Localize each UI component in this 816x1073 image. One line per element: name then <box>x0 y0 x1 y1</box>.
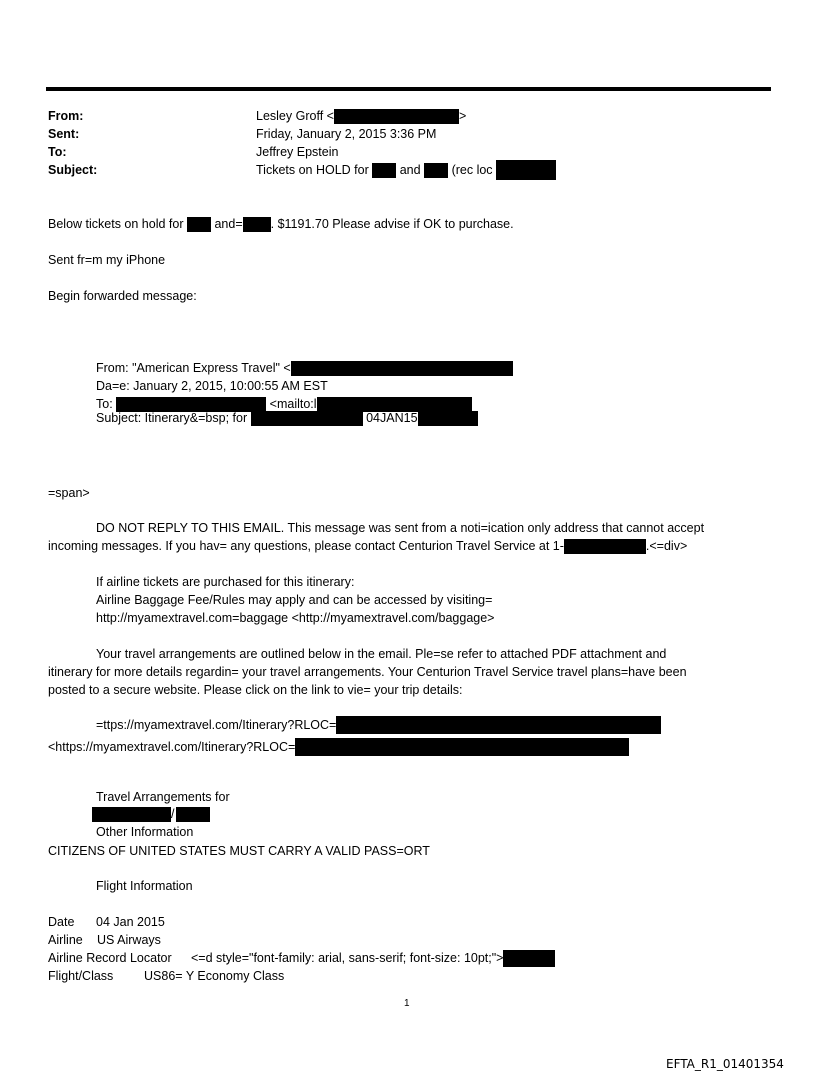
noreply-line2a: incoming messages. If you hav= any questions, please contact Centurion Travel Service at 1- <box>48 539 564 553</box>
from-name: Lesley Groff < <box>256 109 334 123</box>
subject-part1: Tickets on HOLD for <box>256 163 369 177</box>
body-line1 <box>48 217 514 232</box>
fwd-date: Da=e: January 2, 2015, 10:00:55 AM EST <box>96 379 328 393</box>
noreply-line2b: .<=div> <box>645 539 688 553</box>
arrangements-line1: Your travel arrangements are outlined below in the email. Ple=se refer to attached PDF attachment and <box>96 647 667 661</box>
redaction <box>424 163 448 178</box>
flight-class-label: Flight/Class <box>48 969 114 983</box>
redaction <box>334 109 459 124</box>
noreply-line2 <box>48 539 687 554</box>
travel-arrangements-for: Travel Arrangements for <box>96 790 230 804</box>
record-locator-value <box>191 951 555 967</box>
redaction <box>187 217 211 232</box>
link-line2 <box>48 740 629 756</box>
fwd-from-text: From: "American Express Travel" < <box>96 361 291 375</box>
redaction <box>295 738 629 756</box>
sent-value: Friday, January 2, 2015 3:36 PM <box>256 127 437 141</box>
to-label: To: <box>48 145 67 159</box>
link-line1 <box>96 718 661 734</box>
baggage-line3: http://myamextravel.com=baggage <http://myamextravel.com/baggage> <box>96 611 495 625</box>
sent-label: Sent: <box>48 127 80 141</box>
noreply-line1: DO NOT REPLY TO THIS EMAIL. This message was sent from a noti=ication only address that cannot accept <box>96 521 705 535</box>
subject-label: Subject: <box>48 163 98 177</box>
flight-class-value: US86= Y Economy Class <box>144 969 285 983</box>
footer-id: EFTA_R1_01401354 <box>666 1057 784 1071</box>
redaction <box>418 411 478 426</box>
redaction <box>336 716 661 734</box>
baggage-line2: Airline Baggage Fee/Rules may apply and can be accessed by visiting= <box>96 593 493 607</box>
redaction <box>317 397 472 412</box>
link-2: <https://myamextravel.com/Itinerary?RLOC= <box>48 740 296 754</box>
page-number: 1 <box>404 998 410 1009</box>
fwd-subject-text: Subject: Itinerary&=bsp; for <box>96 411 248 425</box>
date-label: Date <box>48 915 75 929</box>
begin-forwarded: Begin forwarded message: <box>48 289 197 303</box>
subject-part2: and <box>399 163 421 177</box>
redaction <box>92 807 171 822</box>
fwd-subject <box>96 411 478 426</box>
redaction <box>564 539 646 554</box>
redaction <box>496 160 556 180</box>
subject-value <box>256 163 556 180</box>
airline-value: US Airways <box>97 933 161 947</box>
line1-part3: . $1191.70 Please advise if OK to purchase. <box>270 217 514 231</box>
fwd-to <box>96 397 472 412</box>
baggage-line1: If airline tickets are purchased for this itinerary: <box>96 575 355 589</box>
sent-from: Sent fr=m my iPhone <box>48 253 166 267</box>
span-tag: =span> <box>48 486 90 500</box>
redaction <box>291 361 513 376</box>
line1-part2: and= <box>214 217 243 231</box>
from-value <box>256 109 466 124</box>
fwd-from <box>96 361 513 376</box>
to-value: Jeffrey Epstein <box>256 145 339 159</box>
fwd-subject-date: 04JAN15 <box>366 411 418 425</box>
link-1: =ttps://myamextravel.com/Itinerary?RLOC= <box>96 718 337 732</box>
redaction <box>251 411 363 426</box>
name-slash: / <box>171 807 175 821</box>
citizens-notice: CITIZENS OF UNITED STATES MUST CARRY A VALID PASS=ORT <box>48 844 430 858</box>
fwd-to-label: To: <box>96 397 113 411</box>
record-locator-text: <=d style="font-family: arial, sans-serif; font-size: 10pt;"> <box>191 951 504 965</box>
subject-part3: (rec loc <box>451 163 493 177</box>
other-information: Other Information <box>96 825 194 839</box>
record-locator-label: Airline Record Locator <box>48 951 172 965</box>
line1-part1: Below tickets on hold for <box>48 217 184 231</box>
redaction <box>243 217 271 232</box>
redaction <box>176 807 210 822</box>
arrangements-line3: posted to a secure website. Please click on the link to vie= your trip details: <box>48 683 463 697</box>
flight-information: Flight Information <box>96 879 193 893</box>
from-close: > <box>458 109 467 123</box>
redaction <box>372 163 396 178</box>
redaction <box>116 397 266 412</box>
from-label: From: <box>48 109 84 123</box>
arrangements-line2: itinerary for more details regardin= your travel arrangements. Your Centurion Travel Service travel plans=have been <box>48 665 687 679</box>
fwd-to-mailto: <mailto:l <box>269 397 317 411</box>
redaction <box>503 950 555 967</box>
airline-label: Airline <box>48 933 83 947</box>
date-value: 04 Jan 2015 <box>96 915 165 929</box>
header-rule <box>46 87 771 91</box>
